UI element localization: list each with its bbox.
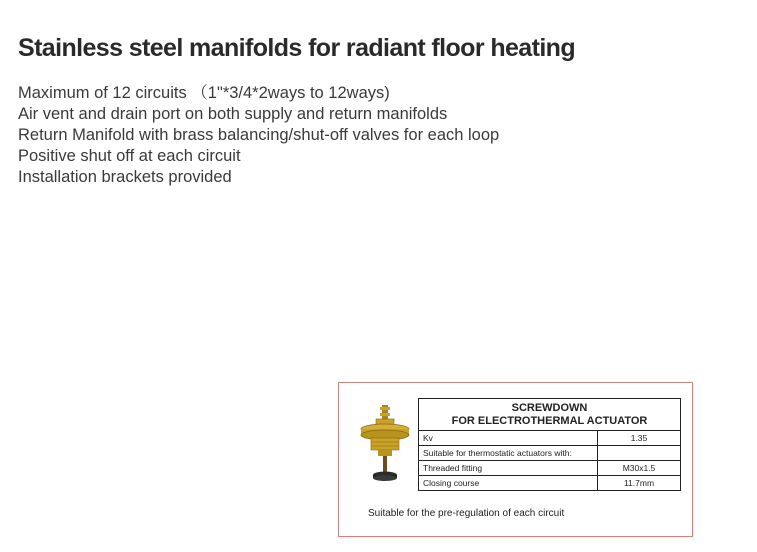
heading-line-2: FOR ELECTROTHERMAL ACTUATOR [451,415,648,427]
table-row [419,476,681,491]
row-label: Suitable for thermostatic actuators with: [419,446,598,461]
row-value: 1.35 [598,431,681,446]
table-row [419,446,681,461]
spec-table-heading [419,399,681,431]
spec-table [418,398,681,491]
feature-item: Maximum of 12 circuits （1"*3/4*2ways to 12ways) [18,84,390,102]
feature-item: Air vent and drain port on both supply and return manifolds [18,105,448,123]
spec-caption: Suitable for the pre-regulation of each circuit [368,508,565,519]
page-title: Stainless steel manifolds for radiant floor heating [18,34,576,62]
row-value: 11.7mm [598,476,681,491]
row-value: M30x1.5 [598,461,681,476]
table-row [419,431,681,446]
spec-card [338,382,693,537]
feature-item: Positive shut off at each circuit [18,147,241,165]
heading-line-1: SCREWDOWN [511,402,588,414]
row-value [598,446,681,461]
brass-valve-insert-icon [359,405,411,485]
row-label: Threaded fitting [419,461,598,476]
feature-item: Return Manifold with brass balancing/shut-off valves for each loop [18,126,500,144]
feature-item: Installation brackets provided [18,168,232,186]
table-row [419,461,681,476]
row-label: Closing course [419,476,598,491]
feature-list [18,83,499,188]
row-label: Kv [419,431,598,446]
